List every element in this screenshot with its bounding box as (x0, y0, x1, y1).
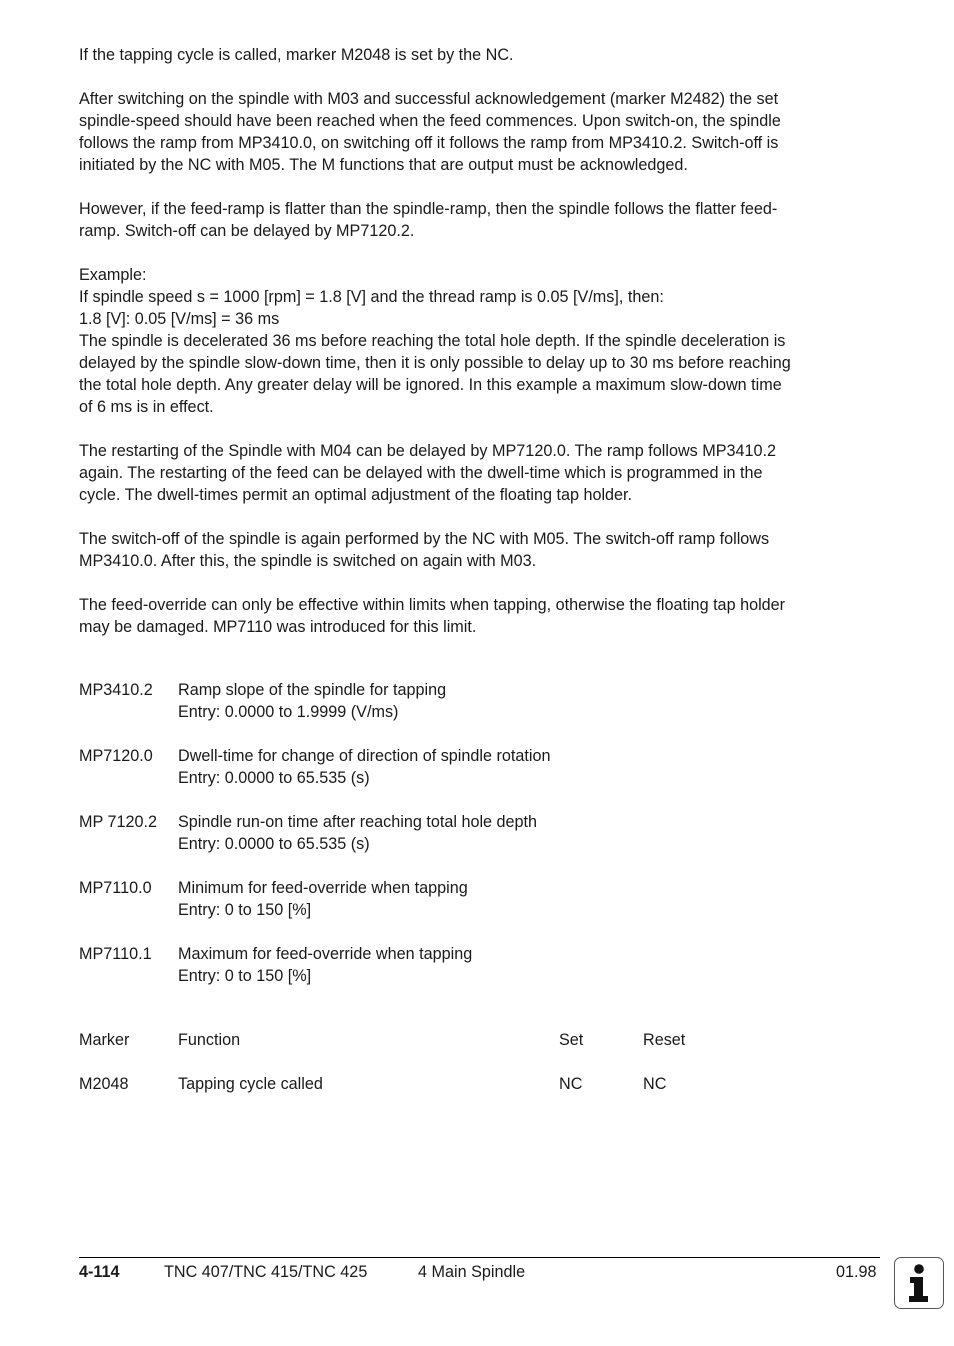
table-row (79, 1073, 779, 1117)
parameter-code: MP7110.0 (79, 879, 152, 897)
text-line: cycle. The dwell-times permit an optimal adjustment of the floating tap holder. (79, 486, 633, 504)
parameter-entry (79, 745, 889, 789)
text-line: The switch-off of the spindle is again performed by the NC with M05. The switch-off ramp follows (79, 530, 770, 548)
text-line: initiated by the NC with M05. The M functions that are output must be acknowledged. (79, 156, 688, 174)
parameter-entry (79, 943, 889, 987)
parameter-title: Dwell-time for change of direction of spindle rotation (178, 747, 551, 765)
paragraph-feed-override (79, 594, 889, 638)
cell-reset: NC (643, 1075, 667, 1093)
parameter-code: MP7110.1 (79, 945, 152, 963)
cell-marker: M2048 (79, 1075, 129, 1093)
body-text (79, 44, 889, 660)
text-line: 1.8 [V]: 0.05 [V/ms] = 36 ms (79, 310, 280, 328)
parameter-entry-range: Entry: 0 to 150 [%] (178, 967, 312, 985)
page-number: 4-114 (79, 1263, 120, 1281)
text-line: The restarting of the Spindle with M04 can be delayed by MP7120.0. The ramp follows MP3410.2 (79, 442, 777, 460)
text-line: The feed-override can only be effective within limits when tapping, otherwise the floating tap holder (79, 596, 786, 614)
page-footer (0, 1261, 954, 1283)
parameter-description (178, 943, 889, 987)
paragraph-feed-ramp (79, 198, 889, 242)
text-line: may be damaged. MP7110 was introduced for this limit. (79, 618, 477, 636)
footer-divider (79, 1257, 880, 1258)
text-line: the total hole depth. Any greater delay will be ignored. In this example a maximum slow-down time (79, 376, 782, 394)
parameter-entry-range: Entry: 0.0000 to 65.535 (s) (178, 769, 370, 787)
column-header-function: Function (178, 1031, 241, 1049)
text-line: However, if the feed-ramp is flatter than the spindle-ramp, then the spindle follows the flatter feed- (79, 200, 778, 218)
column-header-reset: Reset (643, 1031, 686, 1049)
text-line: spindle-speed should have been reached when the feed commences. Upon switch-on, the spindle (79, 112, 781, 130)
paragraph-tapping-marker (79, 44, 889, 66)
cell-function: Tapping cycle called (178, 1075, 323, 1093)
column-header-set: Set (559, 1031, 584, 1049)
paragraph-switch-off (79, 528, 889, 572)
text-line: If the tapping cycle is called, marker M2048 is set by the NC. (79, 46, 514, 64)
cell-set: NC (559, 1075, 583, 1093)
parameter-code: MP3410.2 (79, 681, 153, 699)
parameter-description (178, 679, 889, 723)
parameter-entry-range: Entry: 0.0000 to 1.9999 (V/ms) (178, 703, 399, 721)
text-line: Example: (79, 266, 147, 284)
footer-model: TNC 407/TNC 415/TNC 425 (164, 1263, 368, 1281)
parameter-code: MP7120.0 (79, 747, 153, 765)
parameter-title: Maximum for feed-override when tapping (178, 945, 473, 963)
parameter-description (178, 877, 889, 921)
paragraph-example (79, 264, 889, 418)
paragraph-spindle-switch-on (79, 88, 889, 176)
parameter-entry-range: Entry: 0.0000 to 65.535 (s) (178, 835, 370, 853)
parameter-description (178, 745, 889, 789)
text-line: After switching on the spindle with M03 and successful acknowledgement (marker M2482) the set (79, 90, 779, 108)
parameter-entry (79, 877, 889, 921)
footer-date: 01.98 (836, 1263, 877, 1281)
footer-chapter: 4 Main Spindle (418, 1263, 526, 1281)
column-header-marker: Marker (79, 1031, 130, 1049)
text-line: If spindle speed s = 1000 [rpm] = 1.8 [V] and the thread ramp is 0.05 [V/ms], then: (79, 288, 664, 306)
text-line: again. The restarting of the feed can be delayed with the dwell-time which is programmed in the (79, 464, 763, 482)
parameter-title: Spindle run-on time after reaching total hole depth (178, 813, 538, 831)
parameter-title: Minimum for feed-override when tapping (178, 879, 468, 897)
parameter-title: Ramp slope of the spindle for tapping (178, 681, 447, 699)
parameter-description (178, 811, 889, 855)
table-header-row (79, 1029, 779, 1073)
parameter-entry (79, 811, 889, 855)
text-line: ramp. Switch-off can be delayed by MP7120.2. (79, 222, 415, 240)
text-line: MP3410.0. After this, the spindle is switched on again with M03. (79, 552, 537, 570)
text-line: The spindle is decelerated 36 ms before reaching the total hole depth. If the spindle deceleration is (79, 332, 786, 350)
parameter-entry (79, 679, 889, 723)
text-line: delayed by the spindle slow-down time, then it is only possible to delay up to 30 ms before reaching (79, 354, 791, 372)
parameter-entry-range: Entry: 0 to 150 [%] (178, 901, 312, 919)
text-line: of 6 ms is in effect. (79, 398, 214, 416)
parameter-code: MP 7120.2 (79, 813, 157, 831)
machine-parameter-list (79, 679, 889, 1009)
info-icon (894, 1257, 944, 1309)
paragraph-restart (79, 440, 889, 506)
text-line: follows the ramp from MP3410.0, on switching off it follows the ramp from MP3410.2. Switch-off is (79, 134, 779, 152)
marker-table (79, 1029, 779, 1117)
